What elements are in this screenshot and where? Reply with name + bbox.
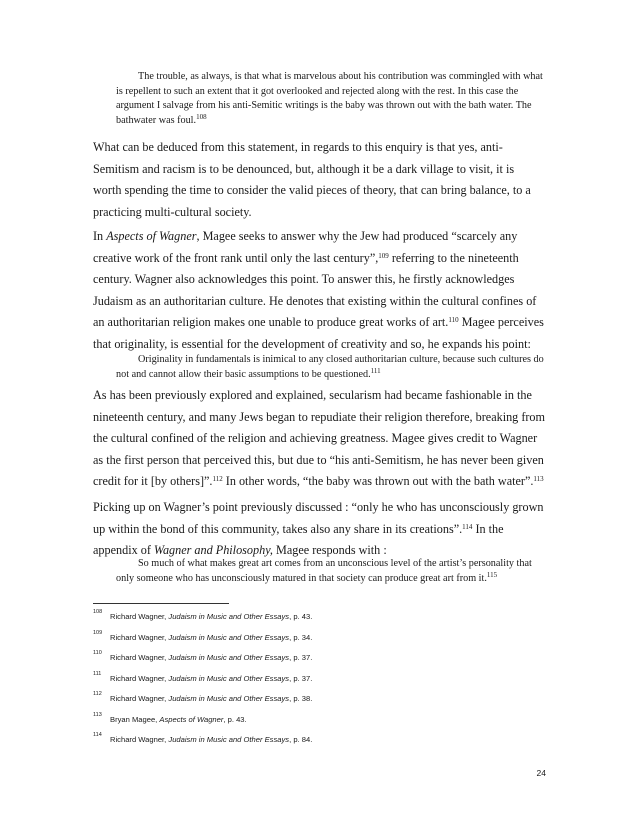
footnote-author: Richard Wagner, bbox=[110, 612, 169, 621]
footnote-number: 113 bbox=[93, 712, 102, 718]
footnote-ref[interactable]: 111 bbox=[370, 366, 381, 375]
footnote-author: Richard Wagner, bbox=[110, 633, 169, 642]
paragraph-text: , Magee seeks to answer why the Jew had produced “scarcely any creative work of the front rank until only the last century”, bbox=[93, 229, 518, 265]
footnote-ref[interactable]: 114 bbox=[462, 522, 473, 531]
footnote-title: Aspects of Wagner bbox=[159, 715, 224, 724]
paragraph-2 bbox=[93, 226, 545, 356]
footnote-author: Richard Wagner, bbox=[110, 735, 169, 744]
book-title: Wagner and Philosophy, bbox=[153, 543, 273, 558]
footnote-page: , p. 37. bbox=[289, 653, 313, 662]
footnote-number: 109 bbox=[93, 630, 103, 636]
paragraph-1 bbox=[93, 137, 545, 223]
footnote-text bbox=[110, 633, 312, 642]
paragraph-text: As has been previously explored and explained, secularism had became fashionable in the nineteenth century, and many Jews began to repudiate their religion therefore, breaking from the cultural confined of the religion and achieving greatness. Magee gives credit to Wagner as the first person that perceived this, but due to “his anti-Semitism, he has never been given credit for it [by others]”. bbox=[93, 388, 546, 489]
footnote-number: 111 bbox=[93, 671, 102, 677]
footnote-ref[interactable]: 113 bbox=[533, 475, 544, 484]
footnote-title: Judaism in Music and Other Essays bbox=[168, 653, 290, 662]
page-number: 24 bbox=[536, 768, 546, 778]
footnote-text bbox=[110, 653, 312, 662]
footnote-divider bbox=[93, 603, 229, 604]
footnote-author: Richard Wagner, bbox=[110, 674, 169, 683]
footnote-text bbox=[110, 674, 312, 683]
quote-text: So much of what makes great art comes from an unconscious level of the artist’s personality that only someone who has unconsciously matured in that society can produce great art from it. bbox=[116, 558, 532, 584]
block-quote-2 bbox=[116, 353, 548, 382]
paragraph-text: In other words, “the baby was thrown out with the bath water”. bbox=[222, 474, 534, 489]
paragraph-text: In the appendix of bbox=[93, 521, 504, 558]
footnote-title: Judaism in Music and Other Essays bbox=[168, 735, 290, 744]
footnote-title: Judaism in Music and Other Essays bbox=[168, 694, 290, 703]
footnote-page: , p. 84. bbox=[289, 735, 313, 744]
footnote-page: , p. 34. bbox=[289, 633, 313, 642]
footnote-ref[interactable]: 110 bbox=[448, 316, 459, 325]
block-quote-1 bbox=[116, 70, 548, 128]
footnote-number: 114 bbox=[93, 732, 102, 738]
footnote-author: Richard Wagner, bbox=[110, 694, 169, 703]
paragraph-text: referring to the nineteenth century. Wagner also acknowledges this point. To answer this, he firstly acknowledges Judaism as an authoritarian culture. He denotes that existing within the cultural confines of an authoritarian religion makes one unable to produce great works of art. bbox=[93, 250, 537, 330]
paragraph-text: What can be deduced from this statement, in regards to this enquiry is that yes, anti-Semitism and racism is to be denounced, but, although it be a dark village to visit, it is worth spending the time to consider the valid pieces of theory, that can bring balance, to a practicing multi-cultural society. bbox=[93, 140, 531, 219]
footnote-ref[interactable]: 109 bbox=[378, 251, 389, 260]
footnote-number: 108 bbox=[93, 609, 103, 615]
footnote-text bbox=[110, 715, 247, 724]
footnote-author: Richard Wagner, bbox=[110, 653, 169, 662]
quote-text: The trouble, as always, is that what is marvelous about his contribution was commingled with what is repellent to such an extent that it got overlooked and rejected along with the rest. In this case the argument I salvage from his anti-Semitic writings is the baby was thrown out with the bath water. The bathwater was foul. bbox=[116, 71, 543, 126]
block-quote-3 bbox=[116, 557, 548, 586]
book-title: Aspects of Wagner bbox=[106, 229, 197, 243]
footnote-text bbox=[110, 735, 312, 744]
footnote-page: , p. 38. bbox=[289, 694, 313, 703]
footnote-ref[interactable]: 112 bbox=[212, 475, 223, 484]
paragraph-text: In bbox=[93, 229, 107, 243]
footnote-text bbox=[110, 612, 312, 621]
paragraph-text: Picking up on Wagner’s point previously discussed : “only he who has unconsciously grown up within the bond of this community, takes also any share in its creations”. bbox=[93, 500, 544, 536]
footnote-ref[interactable]: 115 bbox=[486, 570, 498, 579]
paragraph-3 bbox=[93, 385, 545, 493]
footnote-page: , p. 43. bbox=[289, 612, 313, 621]
paragraph-text: Magee responds with : bbox=[272, 543, 387, 558]
footnote-page: , p. 43. bbox=[223, 715, 247, 724]
footnote-page: , p. 37. bbox=[289, 674, 313, 683]
paragraph-text: Magee perceives that originality, is essential for the development of creativity and so, he expands his point: bbox=[93, 315, 544, 351]
footnote-title: Judaism in Music and Other Essays bbox=[168, 674, 290, 683]
footnote-title: Judaism in Music and Other Essays bbox=[168, 612, 290, 621]
footnote-number: 112 bbox=[93, 691, 102, 697]
footnote-author: Bryan Magee, bbox=[110, 715, 160, 724]
footnote-title: Judaism in Music and Other Essays bbox=[168, 633, 290, 642]
footnote-text bbox=[110, 694, 312, 703]
footnote-number: 110 bbox=[93, 650, 102, 656]
footnote-ref[interactable]: 108 bbox=[196, 112, 207, 121]
paragraph-4 bbox=[93, 497, 545, 562]
quote-text: Originality in fundamentals is inimical to any closed authoritarian culture, because such cultures do not and cannot allow their basic assumptions to be questioned. bbox=[116, 354, 544, 380]
